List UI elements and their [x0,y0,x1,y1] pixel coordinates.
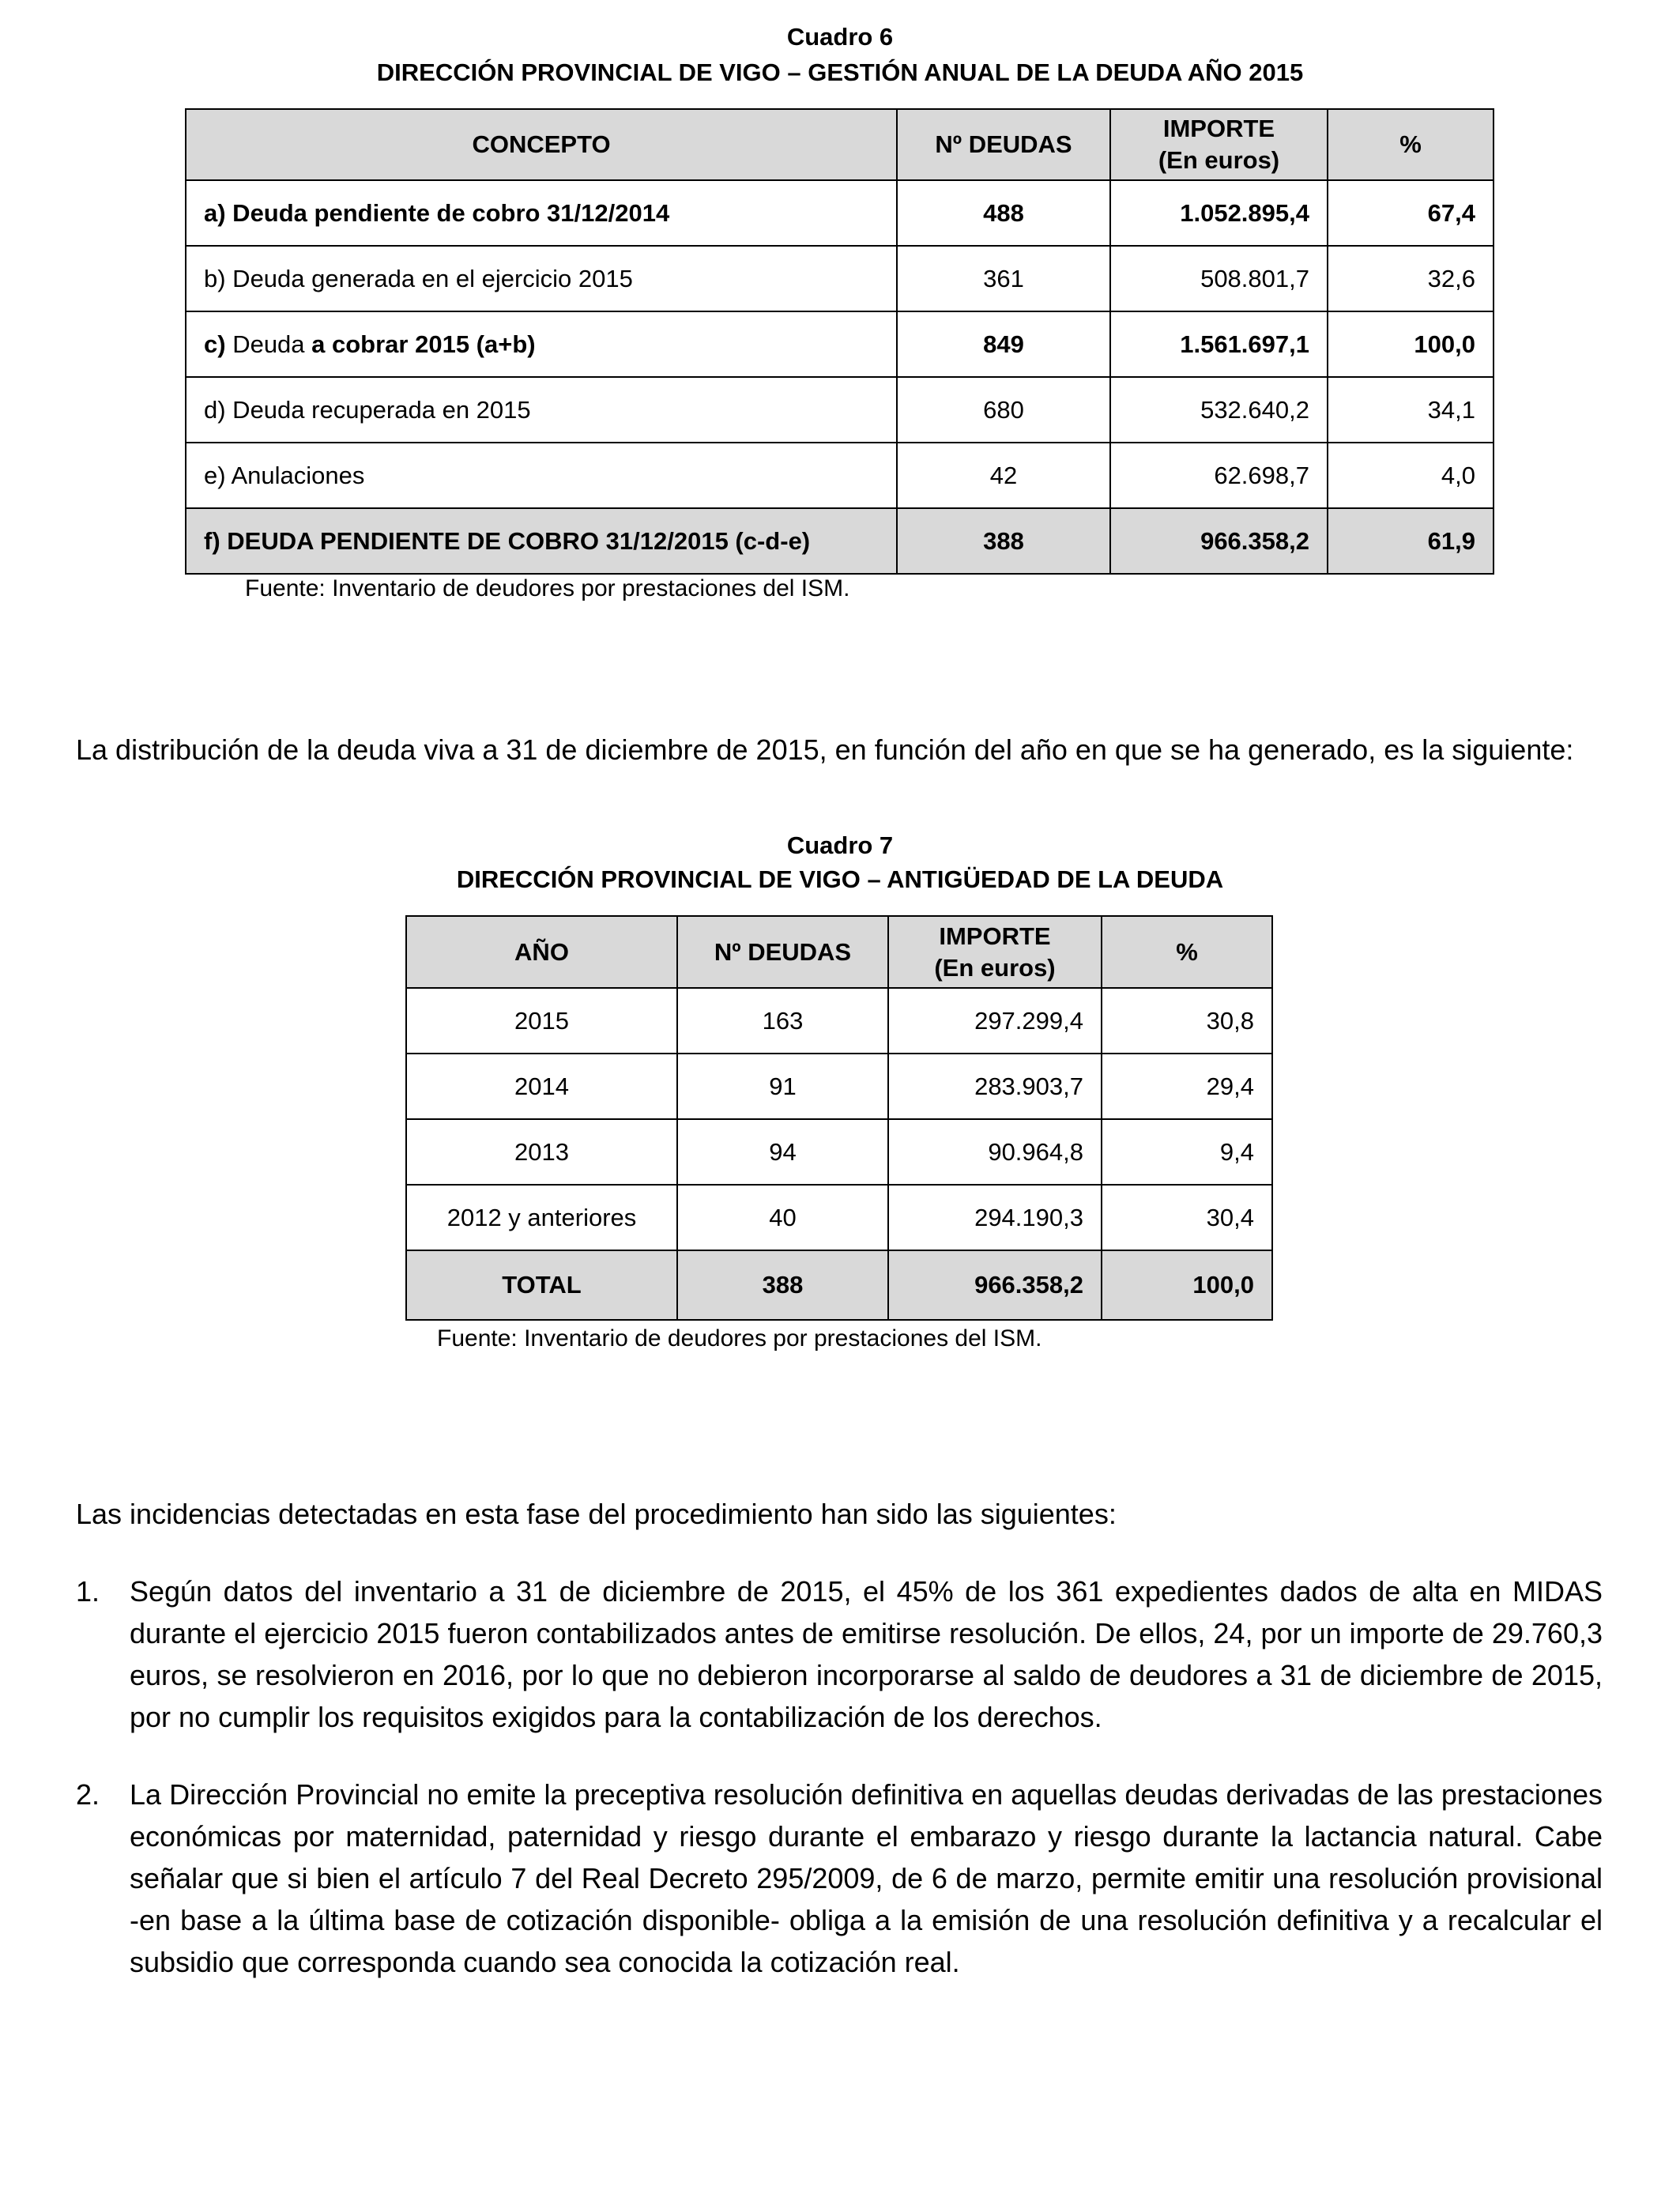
incidencias-list [76,1570,1603,1983]
cell-importe: 532.640,2 [1110,377,1328,443]
cell-deudas: 680 [897,377,1110,443]
cuadro7-label: Cuadro 7 [786,831,894,859]
cell-deudas: 163 [677,988,888,1054]
header-importe [1110,109,1328,180]
cell-pct: 29,4 [1102,1054,1272,1119]
cell-concepto: a) Deuda pendiente de cobro 31/12/2014 [186,180,897,246]
list-item-number: 1. [76,1575,100,1608]
cell-pct: 34,1 [1328,377,1494,443]
cell-importe: 966.358,2 [888,1250,1102,1320]
incidencias-intro: Las incidencias detectadas en esta fase del procedimiento han sido las siguientes: [76,1498,1117,1530]
cell-importe: 1.052.895,4 [1110,180,1328,246]
cuadro7-table [405,915,1273,1321]
header-importe-line1: IMPORTE [1162,115,1275,142]
table-row [186,377,1494,443]
cell-concepto: d) Deuda recuperada en 2015 [186,377,897,443]
cell-anio: 2012 y anteriores [406,1185,677,1250]
cell-concepto-part-a: c) [204,330,226,358]
table-row [406,1054,1272,1119]
cuadro6-label: Cuadro 6 [786,23,894,51]
cell-importe: 283.903,7 [888,1054,1102,1119]
table-row [186,311,1494,377]
cell-concepto: f) DEUDA PENDIENTE DE COBRO 31/12/2015 (c-d-e) [186,508,897,574]
cell-concepto [186,311,897,377]
header-importe-line2: (En euros) [1158,146,1280,174]
cell-importe: 90.964,8 [888,1119,1102,1185]
table-row [186,443,1494,508]
header-importe-line2: (En euros) [934,953,1056,982]
cell-deudas: 361 [897,246,1110,311]
cell-pct: 30,4 [1102,1185,1272,1250]
header-importe [888,916,1102,988]
cell-deudas: 42 [897,443,1110,508]
cell-deudas: 91 [677,1054,888,1119]
table-header-row [406,916,1272,988]
cell-pct: 32,6 [1328,246,1494,311]
header-pct: % [1102,916,1272,988]
cell-importe: 297.299,4 [888,988,1102,1054]
cell-anio: 2015 [406,988,677,1054]
cell-concepto: e) Anulaciones [186,443,897,508]
cell-anio: 2013 [406,1119,677,1185]
cell-pct: 30,8 [1102,988,1272,1054]
list-item [76,1774,1603,1983]
cell-pct: 100,0 [1328,311,1494,377]
header-deudas: Nº DEUDAS [677,916,888,988]
list-item-text: La Dirección Provincial no emite la preceptiva resolución definitiva en aquellas deudas derivadas de las prestaciones económicas por maternidad, paternidad y riesgo durante el embarazo y riesgo durante la lactancia natural. Cabe señalar que si bien el artículo 7 del Real Decreto 295/2009, de 6 de marzo, permite emitir una resolución provisional -en base a la última base de cotización disponible- obliga a la emisión de una resolución definitiva y a recalcular el subsidio que corresponda cuando sea conocida la cotización real. [130,1778,1603,1978]
cell-pct: 4,0 [1328,443,1494,508]
cell-pct: 61,9 [1328,508,1494,574]
cell-pct: 9,4 [1102,1119,1272,1185]
table-row [406,1185,1272,1250]
cuadro6-source: Fuente: Inventario de deudores por prestaciones del ISM. [245,575,850,601]
table-row [406,988,1272,1054]
header-anio: AÑO [406,916,677,988]
list-item-number: 2. [76,1778,100,1811]
list-item-text: Según datos del inventario a 31 de diciembre de 2015, el 45% de los 361 expedientes dados de alta en MIDAS durante el ejercicio 2015 fueron contabilizados antes de emitirse resolución. De ellos, 24, por un importe de 29.760,3 euros, se resolvieron en 2016, por lo que no debieron incorporarse al saldo de deudores a 31 de diciembre de 2015, por no cumplir los requisitos exigidos para la contabilización de los derechos. [130,1575,1603,1733]
table-row-total [186,508,1494,574]
table-row [186,180,1494,246]
cuadro7-source: Fuente: Inventario de deudores por prestaciones del ISM. [437,1325,1042,1351]
table-header-row [186,109,1494,180]
cell-deudas: 94 [677,1119,888,1185]
header-concepto: CONCEPTO [186,109,897,180]
header-importe-line1: IMPORTE [939,922,1051,950]
cuadro6-table [185,108,1494,575]
table-row [406,1119,1272,1185]
cell-concepto-part-c: a cobrar 2015 (a+b) [311,330,536,358]
cell-importe: 62.698,7 [1110,443,1328,508]
cell-anio: 2014 [406,1054,677,1119]
cell-deudas: 488 [897,180,1110,246]
intro-paragraph: La distribución de la deuda viva a 31 de diciembre de 2015, en función del año en que se ha generado, es la siguiente: [76,733,1574,766]
cell-deudas: 849 [897,311,1110,377]
list-item [76,1570,1603,1738]
header-deudas: Nº DEUDAS [897,109,1110,180]
cell-pct: 67,4 [1328,180,1494,246]
cell-deudas: 40 [677,1185,888,1250]
cell-concepto: b) Deuda generada en el ejercicio 2015 [186,246,897,311]
cell-deudas: 388 [897,508,1110,574]
header-pct: % [1328,109,1494,180]
cell-importe: 508.801,7 [1110,246,1328,311]
cuadro7-title: DIRECCIÓN PROVINCIAL DE VIGO – ANTIGÜEDAD DE LA DEUDA [456,865,1224,893]
cell-anio: TOTAL [406,1250,677,1320]
cell-importe: 1.561.697,1 [1110,311,1328,377]
table-row [186,246,1494,311]
cell-deudas: 388 [677,1250,888,1320]
cell-concepto-part-b: Deuda [225,330,312,358]
table-row-total [406,1250,1272,1320]
cell-importe: 294.190,3 [888,1185,1102,1250]
cell-pct: 100,0 [1102,1250,1272,1320]
cell-importe: 966.358,2 [1110,508,1328,574]
cuadro6-title: DIRECCIÓN PROVINCIAL DE VIGO – GESTIÓN ANUAL DE LA DEUDA AÑO 2015 [376,58,1304,86]
